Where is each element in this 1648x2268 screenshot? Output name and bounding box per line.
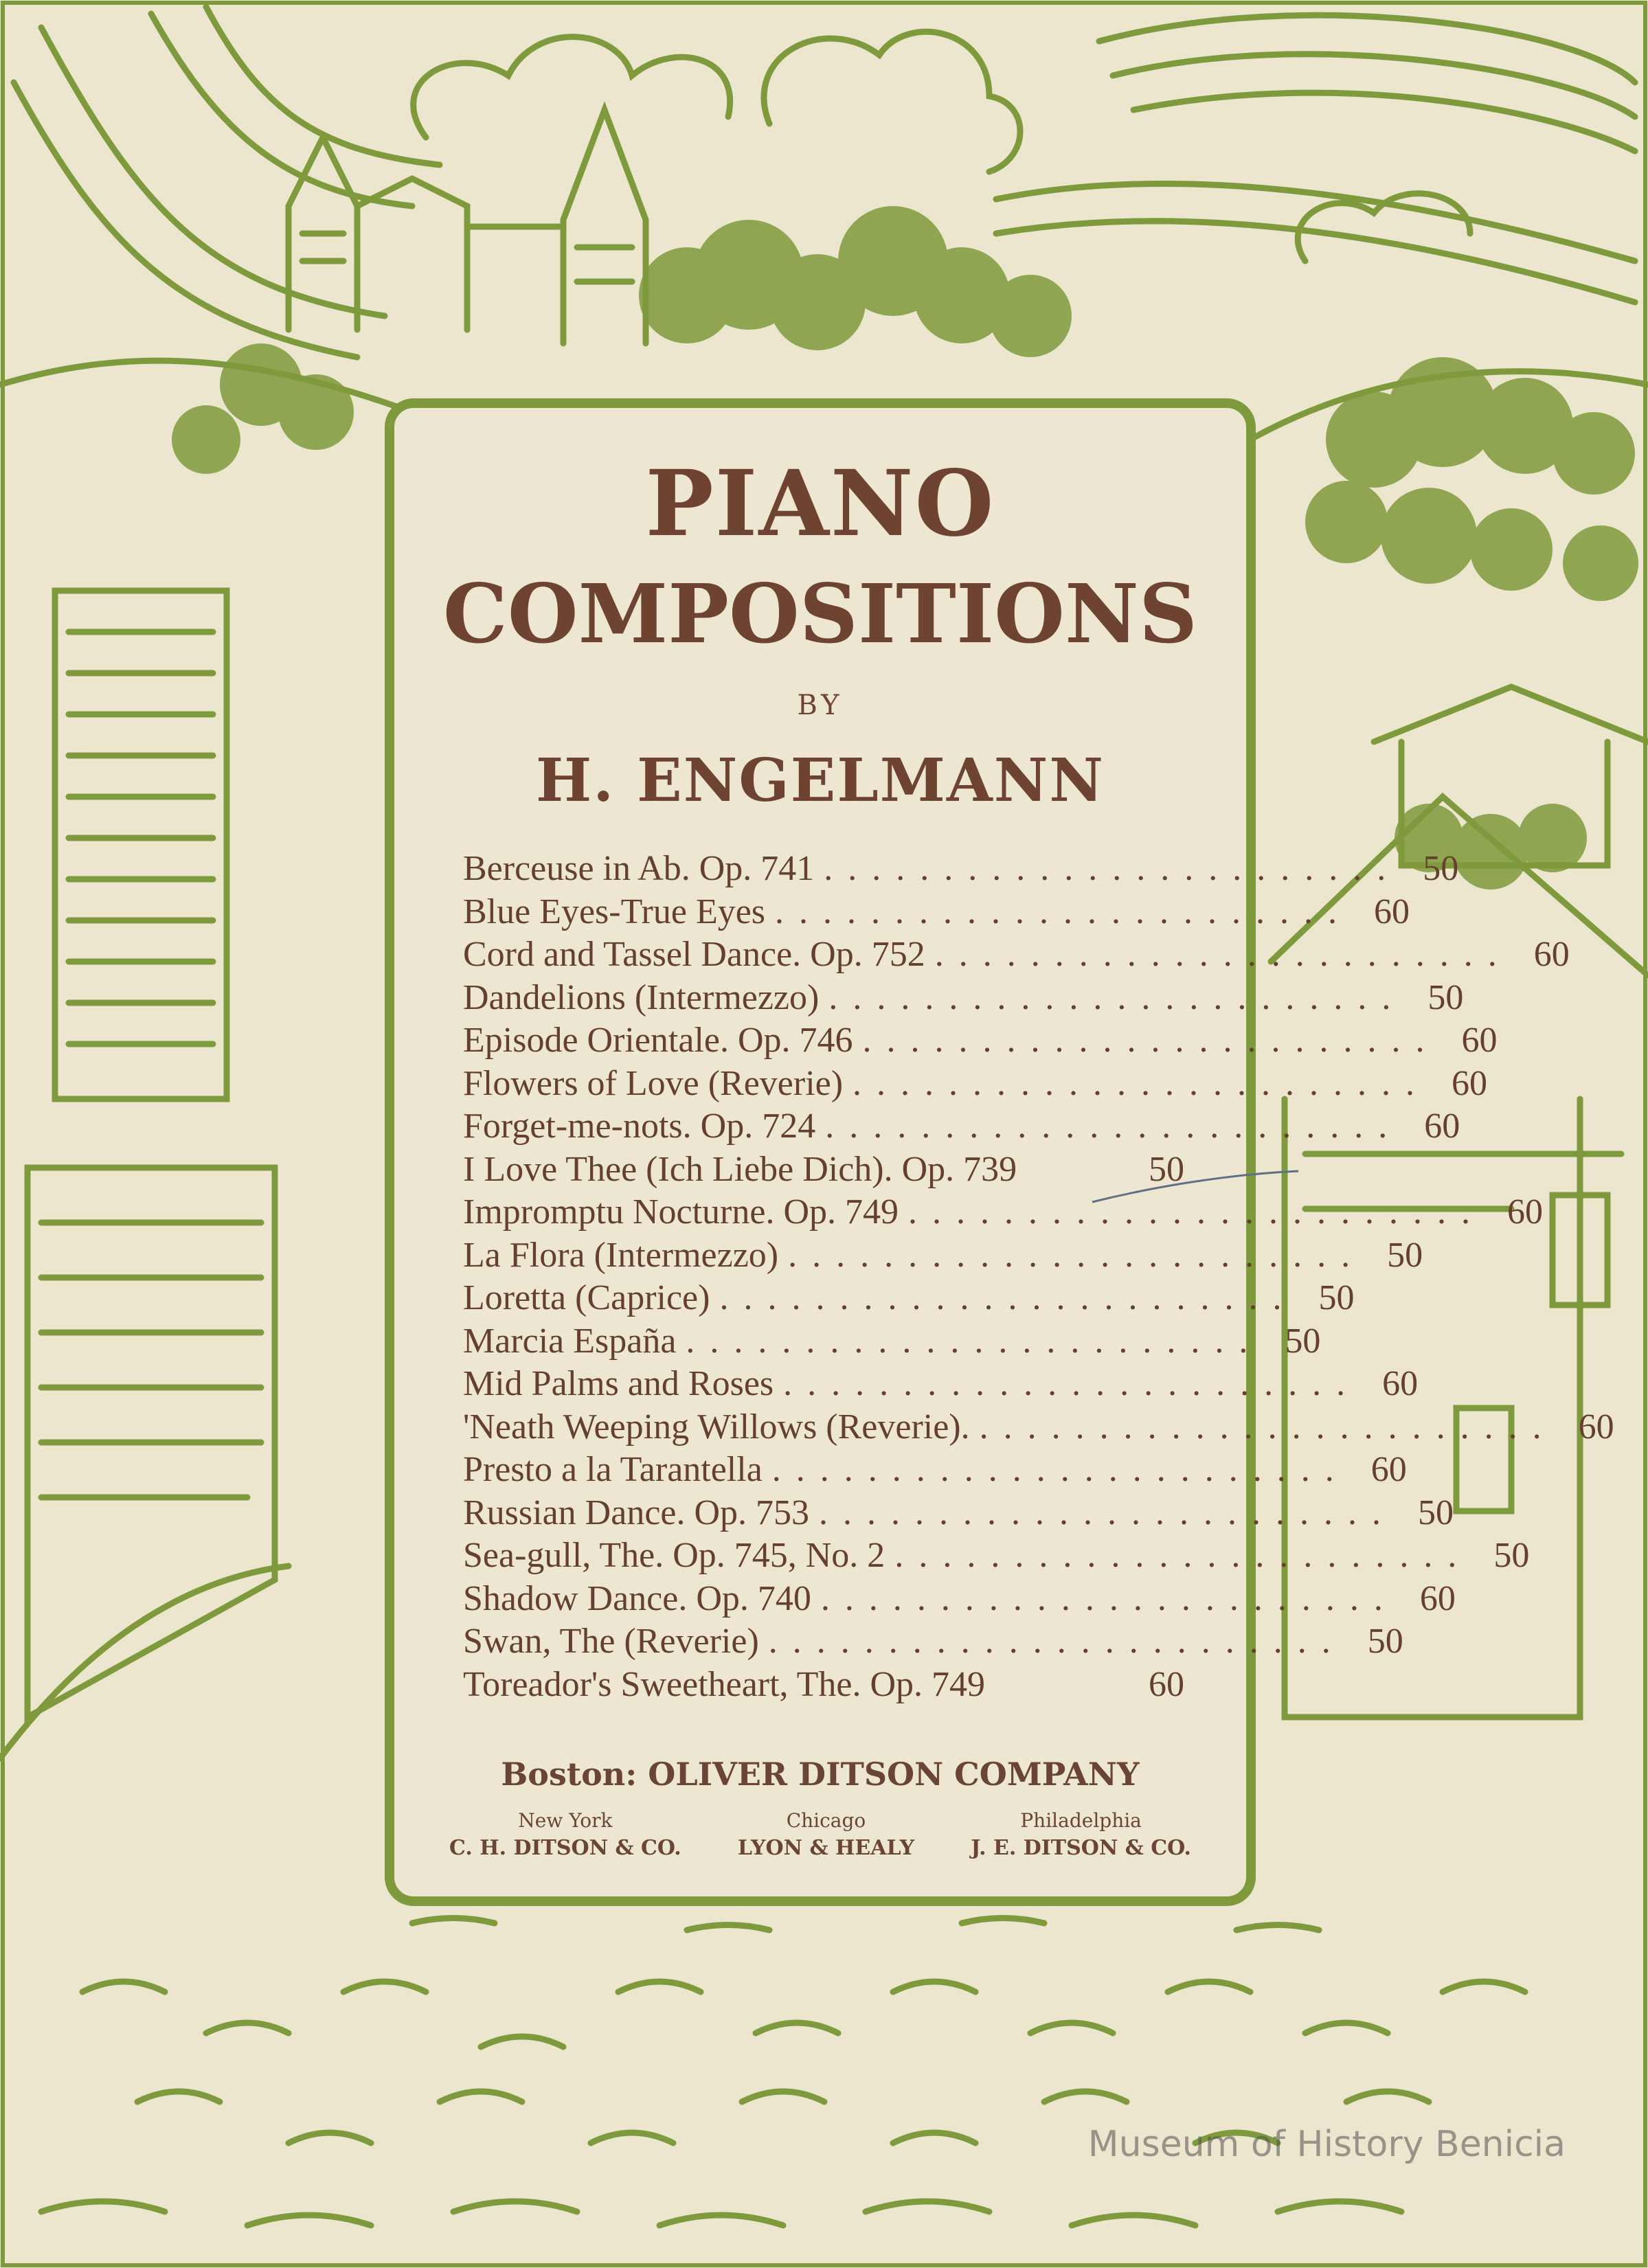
composition-title: Cord and Tassel Dance. Op. 752 <box>463 935 925 974</box>
list-item <box>463 1063 1488 1106</box>
composition-title: Flowers of Love (Reverie) <box>463 1063 844 1103</box>
list-item <box>463 1019 1498 1063</box>
composition-price: 60 <box>1149 1664 1184 1704</box>
composition-price: 60 <box>1452 1063 1488 1103</box>
publisher-city: Boston: <box>501 1756 637 1793</box>
composition-title: Swan, The (Reverie) <box>463 1622 759 1661</box>
composition-title: La Flora (Intermezzo) <box>463 1235 779 1275</box>
composition-title: Shadow Dance. Op. 740 <box>463 1578 811 1618</box>
list-item <box>463 1664 1184 1707</box>
list-item <box>463 1620 1403 1664</box>
by-label: BY <box>797 690 844 721</box>
composition-title: I Love Thee (Ich Liebe Dich). Op. 739 <box>463 1149 1017 1189</box>
composition-title: 'Neath Weeping Willows (Reverie). <box>463 1407 970 1447</box>
branch-name: C. H. DITSON & CO. <box>449 1836 681 1860</box>
list-item <box>463 1406 1614 1449</box>
leader-dots: ........................ <box>775 892 1353 931</box>
leader-dots: ........................ <box>719 1278 1297 1317</box>
composition-title: Dandelions (Intermezzo) <box>463 977 820 1017</box>
list-item <box>463 1363 1419 1406</box>
leader-dots: ........................ <box>820 1578 1398 1618</box>
composition-price: 50 <box>1427 977 1464 1017</box>
list-item <box>463 1277 1355 1320</box>
composition-title: Toreador's Sweetheart, The. Op. 749 <box>463 1664 985 1704</box>
composition-price: 60 <box>1507 1192 1544 1232</box>
composition-title: Impromptu Nocturne. Op. 749 <box>463 1192 899 1232</box>
composition-price: 60 <box>1533 935 1570 974</box>
composition-price: 50 <box>1318 1278 1355 1317</box>
composition-title: Russian Dance. Op. 753 <box>463 1493 810 1532</box>
list-item <box>463 1492 1454 1535</box>
composition-price: 50 <box>1418 1493 1454 1532</box>
leader-dots: ........................ <box>819 1493 1397 1532</box>
leader-dots: ........................ <box>979 1407 1557 1447</box>
list-item <box>463 1105 1460 1148</box>
list-item <box>463 933 1570 977</box>
title-line-1: PIANO <box>645 451 995 557</box>
leader-dots: ........................ <box>686 1321 1263 1361</box>
leader-dots: ........................ <box>783 1364 1361 1403</box>
list-item <box>463 1578 1456 1621</box>
leader-dots: ........................ <box>825 1107 1403 1146</box>
list-item <box>463 1191 1544 1234</box>
leader-dots: ........................ <box>853 1063 1430 1103</box>
branch-name: LYON & HEALY <box>737 1836 915 1860</box>
branch-city: Chicago <box>786 1809 866 1832</box>
branch-name: J. E. DITSON & CO. <box>971 1836 1191 1860</box>
composition-price: 50 <box>1285 1321 1321 1361</box>
list-item <box>463 1534 1530 1578</box>
museum-watermark: Museum of History Benicia <box>1087 2124 1566 2165</box>
composition-title: Blue Eyes-True Eyes <box>463 892 766 931</box>
leader-dots: ........................ <box>824 849 1401 888</box>
publisher-line <box>394 1756 1246 1793</box>
branch-chicago <box>738 1809 914 1860</box>
title-panel <box>385 398 1614 1906</box>
composition-price: 50 <box>1493 1536 1530 1575</box>
list-item <box>463 977 1464 1020</box>
leader-dots: ........................ <box>768 1622 1346 1661</box>
title-line-2: COMPOSITIONS <box>442 566 1198 661</box>
list-item <box>463 1320 1321 1363</box>
composition-title: Sea-gull, The. Op. 745, No. 2 <box>463 1536 885 1575</box>
composition-price: 60 <box>1374 892 1410 931</box>
leader-dots: ........................ <box>771 1450 1349 1489</box>
composer-name: H. ENGELMANN <box>536 746 1105 815</box>
composition-price: 50 <box>1423 849 1459 888</box>
leader-dots: ........................ <box>934 935 1512 974</box>
publisher-name: OLIVER DITSON COMPANY <box>648 1756 1140 1793</box>
leader-dots: ........................ <box>788 1235 1366 1275</box>
leader-dots: ........................ <box>828 977 1406 1017</box>
composition-price: 60 <box>1578 1407 1614 1447</box>
branch-city: New York <box>518 1809 613 1832</box>
leader-dots: ........................ <box>862 1021 1440 1060</box>
composition-price: 50 <box>1149 1149 1184 1189</box>
composition-title: Marcia España <box>463 1321 677 1361</box>
ink-mark <box>1085 1168 1305 1209</box>
list-item <box>463 1234 1423 1278</box>
composition-title: Berceuse in Ab. Op. 741 <box>463 849 815 888</box>
list-item <box>463 1449 1407 1492</box>
composition-title: Loretta (Caprice) <box>463 1278 710 1317</box>
list-item <box>463 848 1459 891</box>
branch-philadelphia <box>971 1809 1191 1860</box>
leader-dots: ........................ <box>894 1536 1472 1575</box>
list-item <box>463 1148 1184 1192</box>
composition-price: 60 <box>1461 1021 1498 1060</box>
list-item <box>463 891 1410 934</box>
branch-offices <box>449 1809 1191 1860</box>
composition-price: 50 <box>1367 1622 1403 1661</box>
composition-price: 60 <box>1419 1578 1456 1618</box>
composition-title: Episode Orientale. Op. 746 <box>463 1021 853 1060</box>
composition-price: 60 <box>1424 1107 1460 1146</box>
composition-title: Mid Palms and Roses <box>463 1364 774 1403</box>
composition-list <box>463 848 1614 1706</box>
leader-dots: ........................ <box>908 1192 1486 1232</box>
composition-price: 60 <box>1382 1364 1419 1403</box>
composition-title: Forget-me-nots. Op. 724 <box>463 1107 816 1146</box>
composition-title: Presto a la Tarantella <box>463 1450 763 1489</box>
composition-price: 60 <box>1370 1450 1407 1489</box>
branch-new-york <box>449 1809 681 1860</box>
branch-city: Philadelphia <box>1020 1809 1142 1832</box>
composition-price: 50 <box>1387 1235 1423 1275</box>
